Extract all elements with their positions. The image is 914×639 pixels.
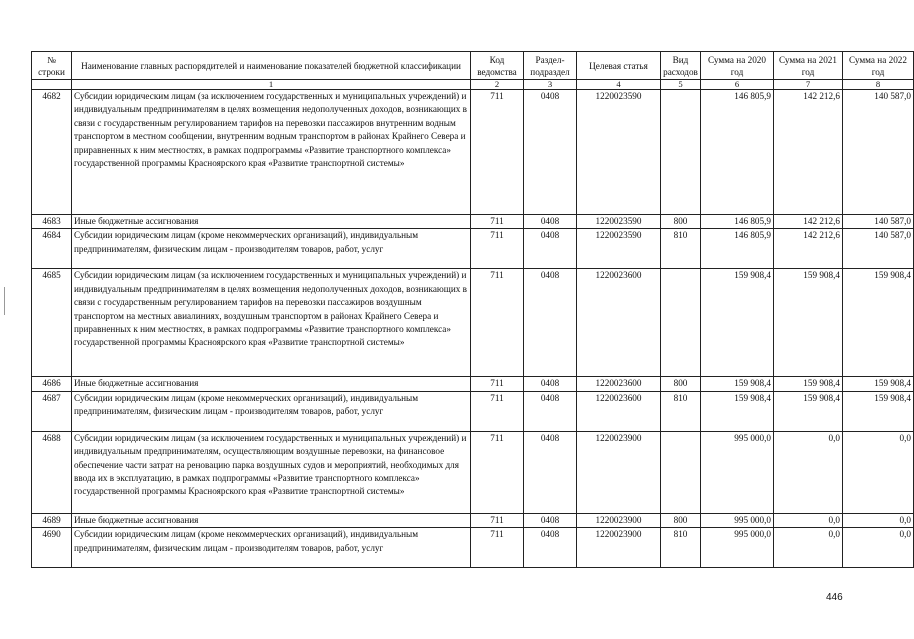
row-number: 4687 — [32, 391, 72, 431]
column-number: 2 — [471, 80, 524, 90]
row-expense-type: 810 — [661, 391, 701, 431]
header-section: Раздел-подраздел — [524, 52, 577, 80]
page-number: 446 — [826, 592, 843, 603]
row-sum-2020: 159 908,4 — [701, 377, 774, 391]
row-section: 0408 — [524, 229, 577, 269]
row-name: Субсидии юридическим лицам (за исключением государственных и муниципальных учреждений) и индивидуальным предпринимателям, осуществляющим воздушные перевозки, на финансовое обеспечение части затрат на реновацию парка воздушных судов и мероприятий, необходимых для ввода их в эксплуатацию, в рамках подпрограммы «Развитие транспортного комплекса» государственной программы Красноярского края «Развитие транспортной системы» — [72, 431, 471, 513]
row-target-item: 1220023590 — [577, 90, 661, 215]
row-sum-2021: 142 212,6 — [774, 229, 843, 269]
header-dept-code: Код ведомства — [471, 52, 524, 80]
row-sum-2022: 0,0 — [843, 431, 914, 513]
row-sum-2022: 140 587,0 — [843, 90, 914, 215]
table-row — [32, 90, 914, 215]
column-number: 5 — [661, 80, 701, 90]
row-name: Субсидии юридическим лицам (кроме некоммерческих организаций), индивидуальным предпринимателям, физическим лицам - производителям товаров, работ, услуг — [72, 391, 471, 431]
row-sum-2022: 159 908,4 — [843, 269, 914, 377]
table-row — [32, 513, 914, 527]
column-number: 8 — [843, 80, 914, 90]
row-target-item: 1220023900 — [577, 431, 661, 513]
header-target-item: Целевая статья — [577, 52, 661, 80]
row-expense-type: 810 — [661, 528, 701, 568]
table-row — [32, 431, 914, 513]
row-sum-2021: 159 908,4 — [774, 391, 843, 431]
row-sum-2021: 0,0 — [774, 431, 843, 513]
table-row — [32, 528, 914, 568]
row-sum-2022: 159 908,4 — [843, 391, 914, 431]
row-number: 4690 — [32, 528, 72, 568]
budget-table — [31, 51, 914, 568]
row-target-item: 1220023590 — [577, 215, 661, 229]
row-target-item: 1220023600 — [577, 391, 661, 431]
row-sum-2022: 140 587,0 — [843, 229, 914, 269]
row-dept-code: 711 — [471, 229, 524, 269]
row-sum-2022: 159 908,4 — [843, 377, 914, 391]
row-expense-type: 800 — [661, 215, 701, 229]
row-dept-code: 711 — [471, 377, 524, 391]
row-sum-2021: 142 212,6 — [774, 90, 843, 215]
row-dept-code: 711 — [471, 528, 524, 568]
row-sum-2020: 995 000,0 — [701, 431, 774, 513]
row-target-item: 1220023900 — [577, 513, 661, 527]
row-section: 0408 — [524, 528, 577, 568]
row-expense-type — [661, 90, 701, 215]
row-expense-type: 800 — [661, 513, 701, 527]
row-target-item: 1220023590 — [577, 229, 661, 269]
row-expense-type — [661, 431, 701, 513]
header-sum-2020: Сумма на 2020 год — [701, 52, 774, 80]
row-sum-2021: 142 212,6 — [774, 215, 843, 229]
row-sum-2020: 159 908,4 — [701, 391, 774, 431]
table-header-row — [32, 52, 914, 80]
column-number — [32, 80, 72, 90]
row-sum-2022: 0,0 — [843, 513, 914, 527]
table-row — [32, 215, 914, 229]
row-sum-2021: 0,0 — [774, 513, 843, 527]
column-number: 1 — [72, 80, 471, 90]
row-sum-2020: 159 908,4 — [701, 269, 774, 377]
row-number: 4686 — [32, 377, 72, 391]
header-row-number: № строки — [32, 52, 72, 80]
row-sum-2022: 140 587,0 — [843, 215, 914, 229]
row-sum-2020: 146 805,9 — [701, 215, 774, 229]
row-number: 4683 — [32, 215, 72, 229]
row-expense-type — [661, 269, 701, 377]
row-dept-code: 711 — [471, 215, 524, 229]
row-dept-code: 711 — [471, 269, 524, 377]
column-number: 3 — [524, 80, 577, 90]
row-sum-2022: 0,0 — [843, 528, 914, 568]
row-name: Субсидии юридическим лицам (за исключением государственных и муниципальных учреждений) и индивидуальным предпринимателям в целях возмещения недополученных доходов, возникающих в связи с государственным регулированием тарифов на перевозки пассажиров воздушным транспортом на местных авиалиниях, воздушным транспортом в районах Крайнего Севера и приравненных к ним местностях, в рамках подпрограммы «Развитие транспортного комплекса» государственной программы Красноярского края «Развитие транспортной системы» — [72, 269, 471, 377]
row-target-item: 1220023600 — [577, 377, 661, 391]
row-section: 0408 — [524, 269, 577, 377]
margin-mark — [4, 287, 5, 315]
row-section: 0408 — [524, 391, 577, 431]
row-target-item: 1220023900 — [577, 528, 661, 568]
row-dept-code: 711 — [471, 431, 524, 513]
row-expense-type: 800 — [661, 377, 701, 391]
row-name: Иные бюджетные ассигнования — [72, 513, 471, 527]
column-number: 4 — [577, 80, 661, 90]
column-number: 7 — [774, 80, 843, 90]
row-sum-2020: 995 000,0 — [701, 513, 774, 527]
row-sum-2020: 995 000,0 — [701, 528, 774, 568]
row-sum-2020: 146 805,9 — [701, 90, 774, 215]
table-row — [32, 377, 914, 391]
row-number: 4689 — [32, 513, 72, 527]
row-sum-2021: 159 908,4 — [774, 377, 843, 391]
row-section: 0408 — [524, 377, 577, 391]
row-number: 4682 — [32, 90, 72, 215]
row-section: 0408 — [524, 513, 577, 527]
header-sum-2021: Сумма на 2021 год — [774, 52, 843, 80]
row-section: 0408 — [524, 215, 577, 229]
row-section: 0408 — [524, 431, 577, 513]
row-name: Иные бюджетные ассигнования — [72, 215, 471, 229]
row-number: 4685 — [32, 269, 72, 377]
row-expense-type: 810 — [661, 229, 701, 269]
row-name: Субсидии юридическим лицам (кроме некоммерческих организаций), индивидуальным предпринимателям, физическим лицам - производителям товаров, работ, услуг — [72, 528, 471, 568]
row-number: 4684 — [32, 229, 72, 269]
row-name: Субсидии юридическим лицам (за исключением государственных и муниципальных учреждений) и индивидуальным предпринимателям в целях возмещения недополученных доходов, возникающих в связи с государственным регулированием тарифов на перевозки пассажиров внутренним водным транспортом в местном сообщении, внутренним водным транспортом в районах Крайнего Севера и приравненных к ним местностях, в рамках подпрограммы «Развитие транспортного комплекса» государственной программы Красноярского края «Развитие транспортной системы» — [72, 90, 471, 215]
header-sum-2022: Сумма на 2022 год — [843, 52, 914, 80]
table-row — [32, 269, 914, 377]
row-sum-2021: 159 908,4 — [774, 269, 843, 377]
table-row — [32, 391, 914, 431]
row-dept-code: 711 — [471, 513, 524, 527]
column-number: 6 — [701, 80, 774, 90]
row-dept-code: 711 — [471, 90, 524, 215]
column-number-row — [32, 80, 914, 90]
row-target-item: 1220023600 — [577, 269, 661, 377]
row-sum-2021: 0,0 — [774, 528, 843, 568]
table-row — [32, 229, 914, 269]
row-number: 4688 — [32, 431, 72, 513]
row-dept-code: 711 — [471, 391, 524, 431]
row-name: Субсидии юридическим лицам (кроме некоммерческих организаций), индивидуальным предпринимателям, физическим лицам - производителям товаров, работ, услуг — [72, 229, 471, 269]
header-name: Наименование главных распорядителей и наименование показателей бюджетной классификации — [72, 52, 471, 80]
row-name: Иные бюджетные ассигнования — [72, 377, 471, 391]
row-section: 0408 — [524, 90, 577, 215]
header-expense-type: Вид расходов — [661, 52, 701, 80]
row-sum-2020: 146 805,9 — [701, 229, 774, 269]
